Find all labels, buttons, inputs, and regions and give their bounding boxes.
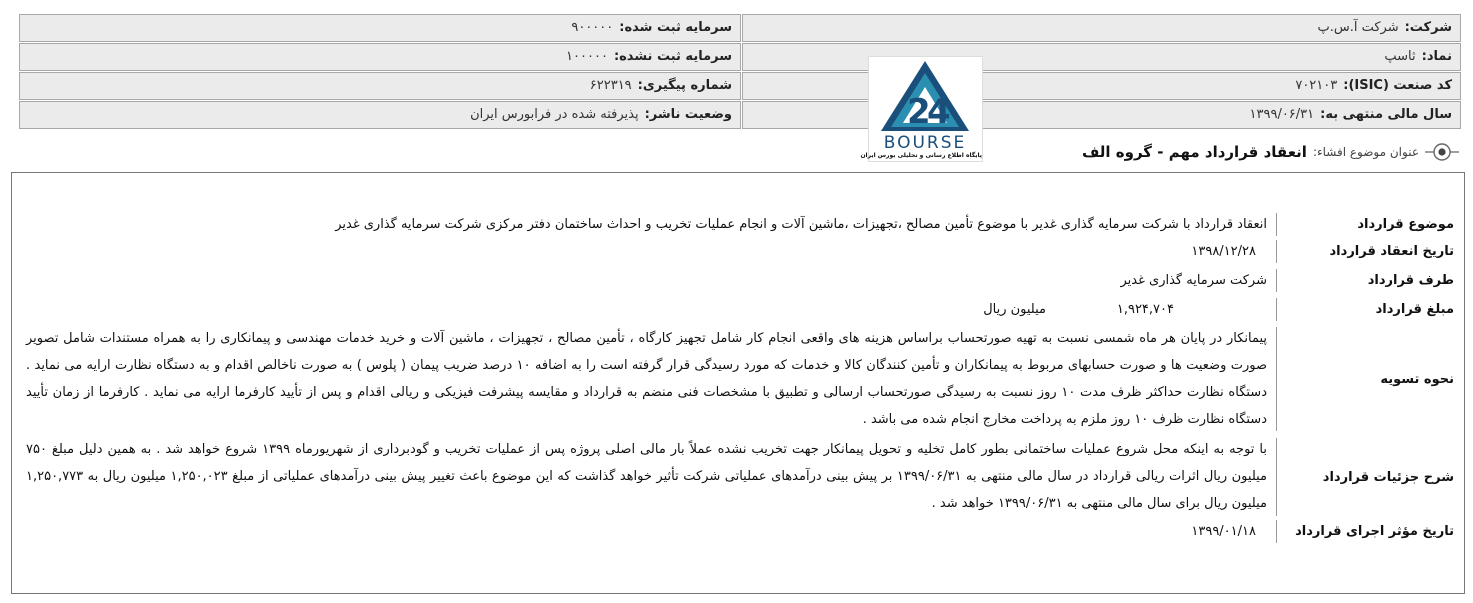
registered-capital-cell	[19, 14, 741, 42]
tracking-number-value: ۶۲۲۳۱۹	[589, 78, 632, 93]
tracking-number-cell	[19, 72, 741, 100]
svg-text:2: 2	[907, 92, 931, 132]
contract-date-row	[12, 238, 1464, 265]
fiscal-year-cell	[742, 101, 1461, 129]
contract-details-value: با توجه به اینکه محل شروع عملیات ساختمانی بطور کامل تخلیه و تحویل پیمانکار جهت تخریب نشده عملاً بار مالی اصلی پروژه پس از عملیات تخریب و گودبرداری از شهریورماه ۱۳۹۹ شروع خواهد شد . به همین دلیل مبلغ ۷۵۰ میلیون ریال اثرات ریالی قرارداد در سال مالی منتهی به ۱۳۹۹/۰۶/۳۱ بر پیش بینی درآمدهای عملیاتی شرکت تأثیر خواهد گذاشت که این موضوع باعث تغییر پیش بینی درآمدهای عملیاتی از مبلغ ۱,۲۵۰,۰۲۳ میلیون ریال به ۱,۲۵۰,۷۷۳ میلیون ریال برای سال مالی منتهی به ۱۳۹۹/۰۶/۳۱ خواهد شد .	[26, 442, 1268, 511]
isic-cell	[742, 72, 1461, 100]
publisher-status-label: وضعیت ناشر:	[644, 107, 732, 122]
svg-text:4: 4	[927, 92, 951, 132]
unregistered-capital-label: سرمایه ثبت نشده:	[613, 49, 732, 64]
contract-party-label: طرف قرارداد	[1367, 273, 1454, 288]
fiscal-year-value: ۱۳۹۹/۰۶/۳۱	[1249, 107, 1315, 122]
row-divider	[1276, 327, 1277, 431]
effective-date-label: تاریخ مؤثر اجرای قرارداد	[1295, 524, 1454, 539]
company-value: شرکت آ.س.پ	[1317, 20, 1399, 35]
logo-text: BOURSE	[883, 133, 967, 151]
registered-capital-label: سرمایه ثبت شده:	[619, 20, 732, 35]
contract-date-label: تاریخ انعقاد قرارداد	[1329, 244, 1454, 259]
row-divider	[1276, 298, 1277, 321]
contract-amount-label: مبلغ قرارداد	[1375, 302, 1454, 317]
effective-date-value: ۱۳۹۹/۰۱/۱۸	[1191, 524, 1256, 539]
row-divider	[1276, 520, 1277, 543]
bourse24-logo-mark	[869, 57, 982, 151]
subject-title: انعقاد قرارداد مهم - گروه الف	[1081, 143, 1307, 161]
company-label: شرکت:	[1404, 20, 1452, 35]
subject-label: عنوان موضوع افشاء:	[1312, 145, 1419, 159]
contract-details-row	[12, 436, 1464, 518]
isic-value: ۷۰۲۱۰۳	[1295, 78, 1338, 93]
row-divider	[1276, 438, 1277, 516]
contract-amount-row	[12, 296, 1464, 323]
settlement-row	[12, 325, 1464, 433]
unregistered-capital-cell	[19, 43, 741, 71]
contract-subject-value: انعقاد قرارداد با شرکت سرمایه گذاری غدیر با موضوع تأمین مصالح ،تجهیزات ،ماشین آلات و انجام عملیات تخریب و احداث ساختمان دفتر مرکزی شرکت سرمایه گذاری غدیر	[335, 217, 1267, 232]
contract-party-value: شرکت سرمایه گذاری غدیر	[1120, 273, 1267, 288]
contract-amount-value: ۱,۹۲۴,۷۰۴	[1116, 302, 1174, 317]
fiscal-year-label: سال مالی منتهی به:	[1320, 107, 1452, 122]
row-divider	[1276, 240, 1277, 263]
contract-party-row	[12, 267, 1464, 294]
symbol-label: نماد:	[1421, 49, 1452, 64]
company-cell	[742, 14, 1461, 42]
contract-details-panel	[11, 172, 1465, 594]
contract-subject-row	[12, 211, 1464, 238]
settlement-value: پیمانکار در پایان هر ماه شمسی نسبت به تهیه صورتحساب براساس هزینه های واقعی انجام کار شامل تجهیز کارگاه ، تأمین مصالح ، تجهیزات ، ماشین آلات و خرید خدمات مهندسی و پیمانکاری را به همراه مستندات شامل تصویر صورت وضعیت ها و صورت حسابهای مربوط به پیمانکاران و تأمین کنندگان کالا و خدمات که مورد رسیدگی قرار گرفته است را به اضافه ۱۰ درصد ضریب پیمان ( پلوس ) به صورت ناخالص اقدام و به دستگاه نظارت ارایه می نماید . دستگاه نظارت حداکثر ظرف مدت ۱۰ روز نسبت به رسیدگی صورتحساب ارسالی و تطبیق با مشخصات فنی منضم به قرارداد و مقایسه پیشرفت فیزیکی و ریالی اقدام و پس از تأیید کارفرما ارایه می نماید . کارفرما از زمان تأیید دستگاه نظارت ظرف ۱۰ روز ملزم به پرداخت مخارج انجام شده می باشد .	[26, 331, 1267, 427]
symbol-value: ثاسپ	[1384, 49, 1416, 64]
header-row-4	[19, 101, 1461, 129]
symbol-cell	[742, 43, 1461, 71]
logo-subtitle: پایگاه اطلاع رسانی و تحلیلی بورس ایران	[860, 152, 982, 159]
effective-date-row	[12, 518, 1464, 545]
contract-date-value: ۱۳۹۸/۱۲/۲۸	[1191, 244, 1256, 259]
settlement-label: نحوه تسویه	[1380, 371, 1454, 387]
header-row-3	[19, 72, 1461, 100]
row-divider	[1276, 269, 1277, 292]
header-row-2	[19, 43, 1461, 71]
isic-label: کد صنعت (ISIC):	[1343, 78, 1452, 93]
header-row-1	[19, 14, 1461, 42]
disclosure-subject	[1082, 138, 1459, 166]
tracking-number-label: شماره پیگیری:	[637, 78, 732, 93]
contract-amount-unit: میلیون ریال	[983, 302, 1046, 317]
header-info	[19, 14, 1461, 130]
publisher-status-cell	[19, 101, 741, 129]
contract-details-label: شرح جزئیات قرارداد	[1322, 469, 1454, 485]
bourse24-logo	[860, 56, 983, 162]
target-icon	[1425, 138, 1459, 166]
publisher-status-value: پذیرفته شده در فرابورس ایران	[470, 107, 639, 122]
row-divider	[1276, 213, 1277, 236]
unregistered-capital-value: ۱۰۰۰۰۰	[566, 49, 608, 64]
registered-capital-value: ۹۰۰۰۰۰	[571, 20, 614, 35]
contract-subject-label: موضوع قرارداد	[1357, 217, 1454, 232]
